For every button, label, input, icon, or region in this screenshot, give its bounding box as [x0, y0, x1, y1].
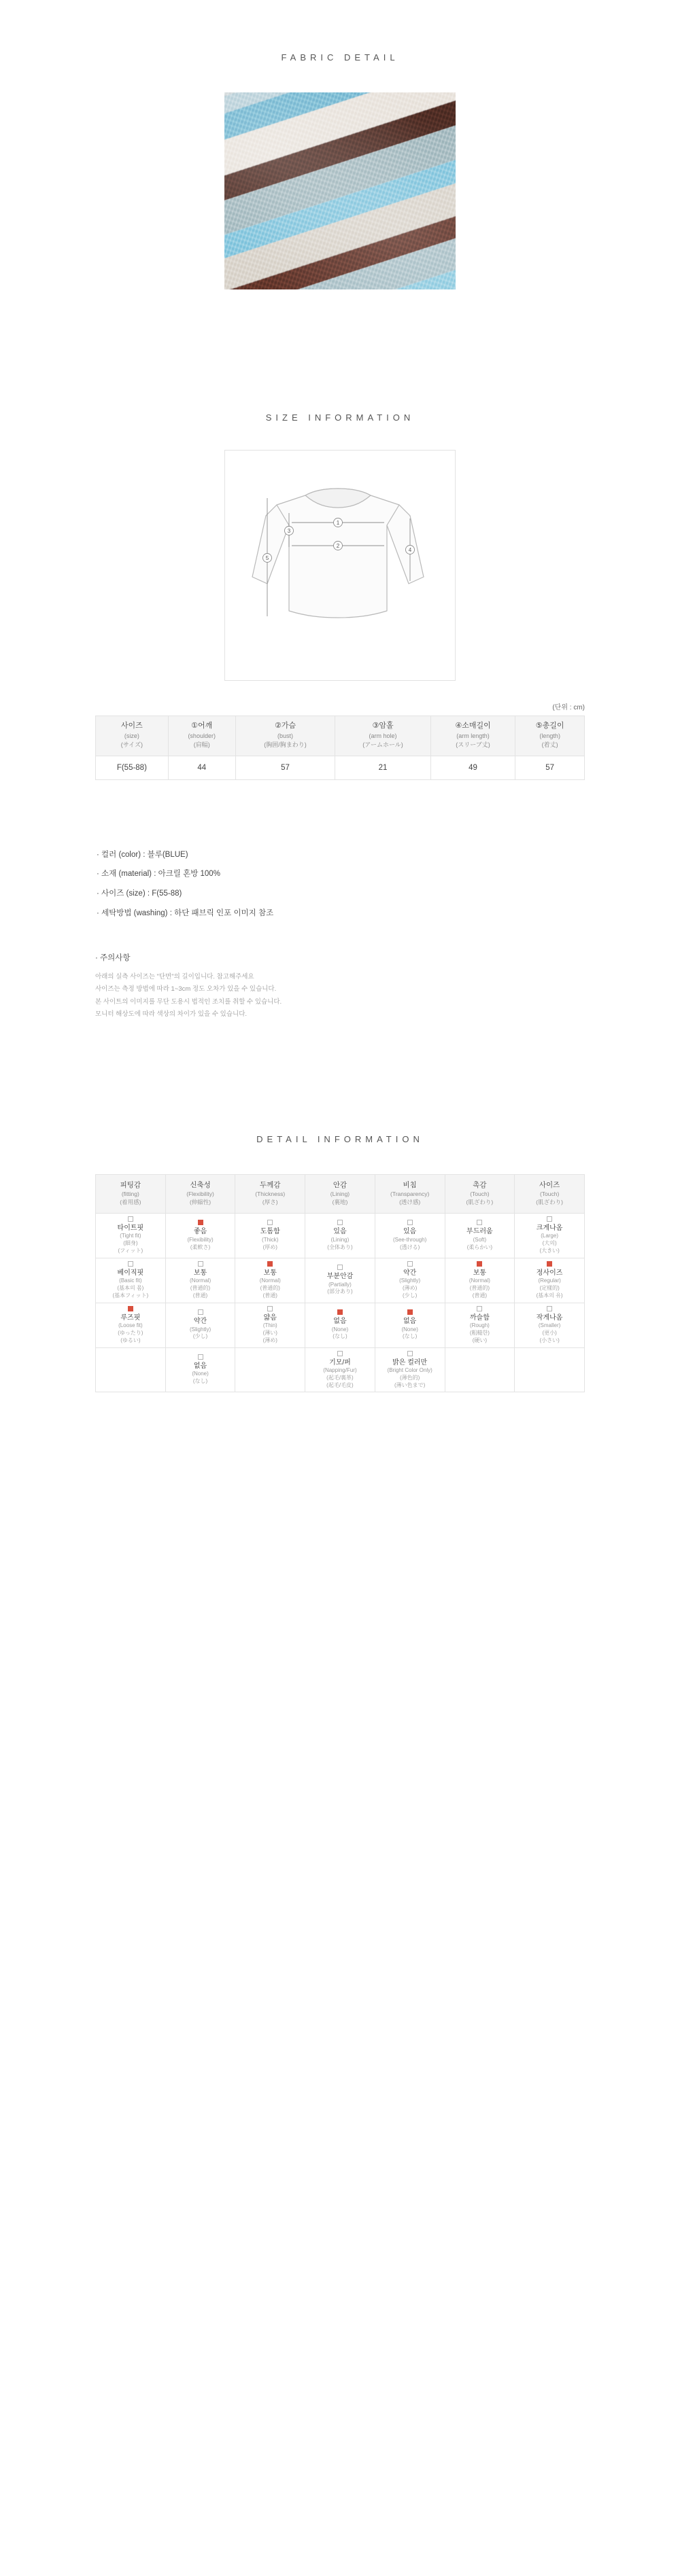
option-label: 있음 [333, 1228, 347, 1236]
product-info-row: · 컬러 (color) : 블루(BLUE) [97, 850, 188, 859]
option-label-en: (Soft) [473, 1236, 487, 1243]
size-information-title: SIZE INFORMATION [265, 412, 415, 423]
option-checkbox[interactable] [128, 1306, 133, 1311]
notice-line: 본 사이트의 이미지를 무단 도용시 법적인 조치를 취할 수 있습니다. [95, 998, 282, 1006]
option-label-jp: (薄い色まで) [394, 1381, 426, 1388]
fabric-detail-title: FABRIC DETAIL [281, 52, 399, 63]
detail-option-cell[interactable] [375, 1347, 445, 1392]
detail-table-row [96, 1347, 585, 1392]
option-label-en: (Smaller) [538, 1322, 561, 1329]
size-cell: 44 [168, 756, 235, 779]
option-label-alt: (柔らかい) [466, 1243, 493, 1250]
svg-text:2: 2 [336, 542, 340, 549]
detail-col-header: 사이즈 (Touch) (肌ざわり) [515, 1175, 585, 1213]
option-label: 기모/퍼 [329, 1358, 351, 1366]
product-info-row: · 소재 (material) : 아크릴 혼방 100% [97, 870, 220, 879]
product-info-row: · 세탁방법 (washing) : 하단 패브릭 인포 이미지 참조 [97, 908, 274, 917]
option-checkbox[interactable] [407, 1309, 413, 1315]
option-label-en: (See-through) [392, 1236, 427, 1243]
detail-cell-empty [445, 1347, 515, 1392]
detail-table-row [96, 1303, 585, 1347]
detail-option-cell[interactable] [305, 1258, 375, 1303]
size-cell: 57 [235, 756, 335, 779]
option-checkbox[interactable] [547, 1261, 552, 1267]
detail-option-cell[interactable] [165, 1213, 235, 1258]
size-information-section [0, 378, 680, 1021]
option-label-en: (None) [192, 1371, 209, 1377]
detail-option-cell[interactable] [515, 1303, 585, 1347]
option-label-alt: (なし) [333, 1333, 347, 1340]
fabric-closeup-image [224, 92, 456, 289]
option-checkbox[interactable] [198, 1261, 203, 1267]
option-label-jp: (起毛/毛皮) [326, 1381, 354, 1388]
option-checkbox[interactable] [128, 1261, 133, 1267]
detail-option-cell[interactable] [445, 1258, 515, 1303]
option-label-en: (Basic fit) [119, 1277, 142, 1284]
option-label-jp: (普通) [262, 1292, 277, 1299]
option-label: 약간 [193, 1318, 207, 1326]
notice-line: 아래의 실측 사이즈는 "단면"의 길이입니다. 참고해주세요 [95, 972, 254, 981]
detail-option-cell[interactable] [305, 1303, 375, 1347]
option-label-jp: (硬い) [472, 1337, 488, 1343]
detail-option-cell[interactable] [96, 1258, 166, 1303]
detail-col-header: 신축성 (Flexibility) (伸縮性) [165, 1175, 235, 1213]
option-label-en: (None) [401, 1326, 418, 1333]
svg-text:4: 4 [408, 546, 412, 553]
detail-option-cell[interactable] [165, 1347, 235, 1392]
option-label-jp: (フィット) [118, 1248, 143, 1254]
option-checkbox[interactable] [128, 1216, 133, 1222]
svg-text:1: 1 [336, 519, 340, 526]
option-label: 보통 [263, 1269, 277, 1277]
size-cell: 49 [430, 756, 515, 779]
detail-information-table [95, 1174, 585, 1392]
option-label-alt: (普通的) [260, 1285, 280, 1292]
detail-col-header: 촉감 (Touch) (肌ざわり) [445, 1175, 515, 1213]
option-label: 좋음 [193, 1228, 207, 1236]
option-label-alt: (更小) [542, 1329, 557, 1336]
detail-option-cell[interactable] [375, 1213, 445, 1258]
option-label-en: (Large) [541, 1233, 558, 1239]
option-label-en: (Regular) [538, 1277, 561, 1284]
option-checkbox[interactable] [547, 1306, 552, 1311]
option-label: 밝은 컬러만 [392, 1358, 428, 1366]
notice-body [95, 971, 585, 1021]
option-label-jp: (基本의 유) [536, 1292, 563, 1299]
detail-option-cell[interactable] [515, 1213, 585, 1258]
size-table-body [96, 756, 585, 779]
option-label-en: (Slightly) [399, 1277, 421, 1284]
size-col-header: ③암홀 (arm hole) (アームホール) [335, 716, 430, 756]
size-diagram [224, 450, 456, 681]
option-label-alt: (ゆったり) [118, 1329, 143, 1336]
option-label-alt: (透ける) [400, 1243, 420, 1250]
detail-cell-empty [515, 1347, 585, 1392]
option-label-en: (Napping/Fur) [323, 1367, 357, 1374]
option-checkbox[interactable] [337, 1265, 343, 1270]
option-label-en: (Thin) [262, 1322, 277, 1329]
size-col-header: 사이즈 (size) (サイズ) [96, 716, 169, 756]
option-label: 있음 [403, 1228, 417, 1236]
size-col-header: ①어깨 (shoulder) (肩幅) [168, 716, 235, 756]
detail-option-cell[interactable] [96, 1303, 166, 1347]
detail-option-cell[interactable] [305, 1347, 375, 1392]
option-label: 크게나옴 [536, 1224, 563, 1232]
option-label: 없음 [333, 1318, 347, 1326]
option-label-alt: (大의) [542, 1240, 557, 1247]
size-col-header: ④소매길이 (arm length) (スリーブ丈) [430, 716, 515, 756]
detail-information-title: DETAIL INFORMATION [256, 1134, 424, 1145]
option-label-alt: (部分あり) [327, 1288, 353, 1295]
option-checkbox[interactable] [198, 1220, 203, 1225]
option-label: 부드러움 [466, 1228, 493, 1236]
detail-option-cell[interactable] [235, 1303, 305, 1347]
option-label-alt: (普通的) [190, 1285, 211, 1292]
option-checkbox[interactable] [477, 1306, 482, 1311]
option-label-alt: (なし) [192, 1378, 208, 1385]
option-label-en: (Tight fit) [120, 1233, 141, 1239]
option-label-alt: (全体あり) [327, 1243, 353, 1250]
option-label-alt: (なし) [403, 1333, 418, 1340]
option-label: 없음 [403, 1318, 417, 1326]
option-label-alt: (基本의 몸) [117, 1285, 144, 1292]
option-label: 얇음 [263, 1313, 277, 1322]
detail-option-cell[interactable] [375, 1303, 445, 1347]
detail-cell-empty [235, 1347, 305, 1392]
size-col-header: ⑤총길이 (length) (着丈) [515, 716, 585, 756]
detail-col-header: 비침 (Transparency) (透け感) [375, 1175, 445, 1213]
detail-col-header: 안감 (Lining) (裏地) [305, 1175, 375, 1213]
option-label-jp: (小さい) [539, 1337, 560, 1343]
option-label-en: (Lining) [330, 1236, 350, 1243]
option-label-en: (Loose fit) [118, 1322, 143, 1329]
option-label-alt: (厚め) [262, 1243, 277, 1250]
option-label-en: (Thick) [262, 1236, 279, 1243]
size-table-header-row [96, 716, 585, 756]
detail-information-section [0, 1103, 680, 1434]
option-label: 약간 [403, 1269, 417, 1277]
option-checkbox[interactable] [407, 1351, 413, 1356]
option-label-en: (Normal) [190, 1277, 211, 1284]
notice-title: · 주의사항 [95, 953, 131, 962]
fabric-photo-wrap [224, 92, 456, 289]
detail-option-cell[interactable] [445, 1303, 515, 1347]
option-checkbox[interactable] [337, 1220, 343, 1225]
option-label: 부분안감 [326, 1273, 354, 1281]
option-label-en: (Rough) [469, 1322, 490, 1329]
svg-text:3: 3 [287, 527, 291, 534]
option-label-alt: (柔軟さ) [190, 1243, 211, 1250]
option-label-alt: (定樣的) [539, 1285, 560, 1292]
option-label-en: (Flexibility) [187, 1236, 214, 1243]
detail-option-cell[interactable] [375, 1258, 445, 1303]
detail-col-header: 피팅감 (fitting) (着用感) [96, 1175, 166, 1213]
option-label-en: (Normal) [469, 1277, 490, 1284]
option-label-en: (Partially) [328, 1281, 352, 1288]
detail-option-cell[interactable] [235, 1213, 305, 1258]
size-unit-note: (단위 : cm) [552, 703, 585, 711]
option-label-alt: (薄色的) [400, 1374, 420, 1381]
detail-table-body [96, 1213, 585, 1392]
option-checkbox[interactable] [337, 1351, 343, 1356]
size-table [95, 716, 585, 780]
option-label-alt: (粗糙한) [469, 1329, 490, 1336]
option-checkbox[interactable] [407, 1220, 413, 1225]
option-label-alt: (薄め) [403, 1285, 418, 1292]
size-table-row [96, 756, 585, 779]
size-cell: 21 [335, 756, 430, 779]
product-info-row: · 사이즈 (size) : F(55-88) [97, 889, 182, 898]
garment-outline-svg [225, 451, 456, 682]
option-checkbox[interactable] [477, 1261, 482, 1267]
detail-table-header-row [96, 1175, 585, 1213]
option-label: 베이직핏 [117, 1269, 144, 1277]
option-label: 정사이즈 [536, 1269, 563, 1277]
option-checkbox[interactable] [547, 1216, 552, 1222]
option-label-jp: (基本フィット) [112, 1292, 149, 1299]
option-label: 보통 [193, 1269, 207, 1277]
option-checkbox[interactable] [337, 1309, 343, 1315]
size-cell: F(55-88) [96, 756, 169, 779]
option-checkbox[interactable] [407, 1261, 413, 1267]
option-label-jp: (薄め) [262, 1337, 277, 1343]
detail-col-header: 두께감 (Thickness) (厚さ) [235, 1175, 305, 1213]
notice-line: 사이즈는 측정 방법에 따라 1~3cm 정도 오차가 있을 수 있습니다. [95, 985, 277, 993]
size-cell: 57 [515, 756, 585, 779]
option-checkbox[interactable] [198, 1354, 203, 1360]
svg-text:5: 5 [265, 554, 269, 561]
option-label-alt: (起毛/裏革) [326, 1374, 354, 1381]
option-label-jp: (普通) [472, 1292, 488, 1299]
detail-cell-empty [96, 1347, 166, 1392]
notice-line: 모니터 해상도에 따라 색상의 차이가 있을 수 있습니다. [95, 1010, 248, 1019]
detail-option-cell[interactable] [165, 1258, 235, 1303]
size-col-header: ②가슴 (bust) (胸囲/胸まわり) [235, 716, 335, 756]
detail-option-cell[interactable] [515, 1258, 585, 1303]
option-label: 도톰함 [260, 1228, 280, 1236]
notice-block [95, 952, 585, 1021]
option-label-en: (Bright Color Only) [387, 1367, 432, 1374]
option-label-jp: (大きい) [539, 1248, 560, 1254]
option-label-alt: (薄い) [262, 1329, 277, 1336]
option-checkbox[interactable] [477, 1220, 482, 1225]
option-label: 작게나옴 [536, 1313, 563, 1322]
option-label-en: (None) [331, 1326, 349, 1333]
option-checkbox[interactable] [267, 1220, 273, 1225]
option-label-jp: (普通) [192, 1292, 208, 1299]
detail-table-row [96, 1213, 585, 1258]
detail-option-cell[interactable] [165, 1303, 235, 1347]
detail-table-row [96, 1258, 585, 1303]
option-label-alt: (細身) [123, 1240, 138, 1247]
knit-fuzz-overlay [224, 92, 456, 289]
option-label-jp: (少し) [403, 1292, 418, 1299]
option-label-alt: (少し) [192, 1333, 208, 1340]
option-label: 루즈핏 [120, 1313, 141, 1322]
detail-option-cell[interactable] [305, 1213, 375, 1258]
detail-option-cell[interactable] [96, 1213, 166, 1258]
detail-option-cell[interactable] [235, 1258, 305, 1303]
option-label-en: (Normal) [259, 1277, 281, 1284]
option-label: 까슬함 [469, 1313, 490, 1322]
option-label-alt: (普通的) [469, 1285, 490, 1292]
option-label-en: (Slightly) [189, 1326, 211, 1333]
option-checkbox[interactable] [198, 1309, 203, 1315]
option-label: 보통 [473, 1269, 487, 1277]
option-label-jp: (ゆるい) [120, 1337, 141, 1343]
fabric-detail-section [0, 0, 680, 289]
option-label: 타이트핏 [117, 1224, 144, 1232]
detail-option-cell[interactable] [445, 1213, 515, 1258]
option-checkbox[interactable] [267, 1261, 273, 1267]
product-info-list [95, 845, 585, 923]
option-checkbox[interactable] [267, 1306, 273, 1311]
option-label: 없음 [193, 1362, 207, 1370]
